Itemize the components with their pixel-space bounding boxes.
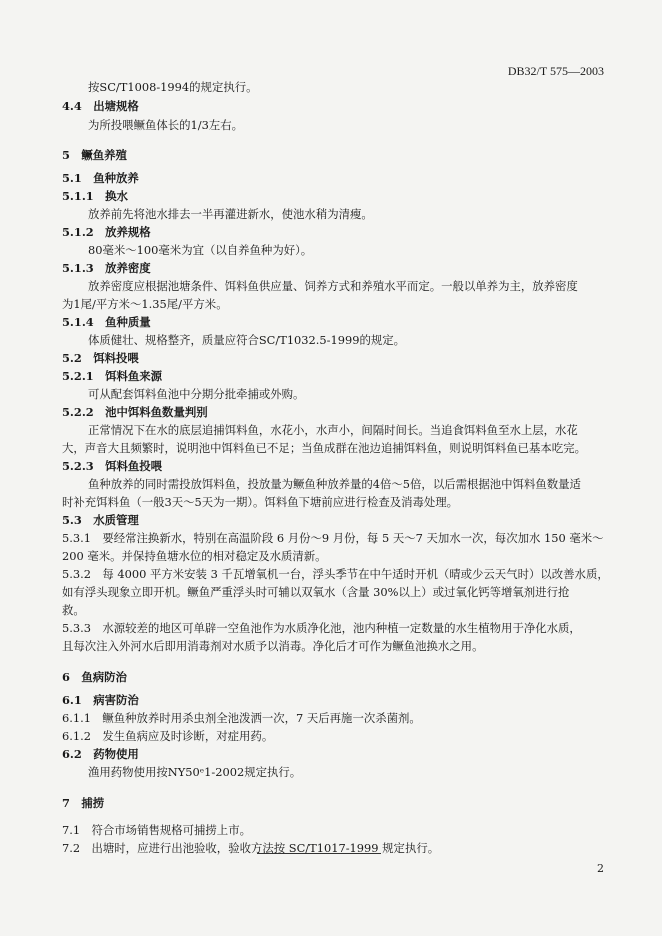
heading-5-2-2: 5.2.2 池中饵料鱼数量判别 — [62, 405, 208, 419]
heading-5-2-3: 5.2.3 饵料鱼投喂 — [62, 459, 163, 473]
text-line: 6.1.2 发生鱼病应及时诊断，对症用药。 — [62, 729, 274, 743]
text-line: 放养前先将池水排去一半再灌进新水，使池水稍为清瘦。 — [88, 207, 373, 221]
heading-7: 7 捕捞 — [62, 796, 105, 810]
heading-5: 5 鳜鱼养殖 — [62, 148, 127, 162]
page-number: 2 — [597, 862, 604, 875]
heading-6-2: 6.2 药物使用 — [62, 747, 139, 761]
text-line: 7.1 符合市场销售规格可捕捞上市。 — [62, 823, 251, 837]
heading-5-2: 5.2 饵料投喂 — [62, 351, 139, 365]
text-line: 5.3.3 水源较差的地区可单辟一空鱼池作为水质净化池，池内种植一定数量的水生植物用于净化水质， — [62, 621, 581, 635]
text-line: 救。 — [62, 603, 85, 617]
text-line: 5.3.1 要经常注换新水，特别在高温阶段 6 月份～9 月份，每 5 天～7 天加水一次，每次加水 150 毫米～ — [62, 531, 604, 545]
text-line: 80毫米～100毫米为宜（以自养鱼种为好）。 — [88, 243, 313, 257]
text-line: 按SC/T1008-1994的规定执行。 — [88, 80, 258, 94]
standard-code: DB32/T 575—2003 — [507, 64, 604, 78]
heading-6: 6 鱼病防治 — [62, 670, 127, 684]
text-line: 6.1.1 鳜鱼种放养时用杀虫剂全池泼洒一次，7 天后再施一次杀菌剂。 — [62, 711, 421, 725]
text-line: 且每次注入外河水后即用消毒剂对水质予以消毒。净化后才可作为鳜鱼池换水之用。 — [62, 639, 484, 653]
heading-5-1-2: 5.1.2 放养规格 — [62, 225, 151, 239]
text-line: 体质健壮、规格整齐，质量应符合SC/T1032.5-1999的规定。 — [88, 333, 406, 347]
text-line: 200 毫米。并保持鱼塘水位的相对稳定及水质清新。 — [62, 549, 327, 563]
text-line: 鱼种放养的同时需投放饵料鱼，投放量为鳜鱼种放养量的4倍～5倍，以后需根据池中饵料鱼数量适 — [88, 477, 581, 491]
heading-5-1-4: 5.1.4 鱼种质量 — [62, 315, 151, 329]
end-rule — [257, 853, 381, 854]
text-line: 大，声音大且频繁时，说明池中饵料鱼已不足；当鱼成群在池边追捕饵料鱼，则说明饵料鱼已基本吃完。 — [62, 441, 586, 455]
heading-5-1-3: 5.1.3 放养密度 — [62, 261, 151, 275]
heading-5-2-1: 5.2.1 饵料鱼来源 — [62, 369, 163, 383]
text-line: 5.3.2 每 4000 平方米安装 3 千瓦增氧机一台，浮头季节在中午适时开机（晴或少云天气时）以改善水质， — [62, 567, 609, 581]
text-line: 正常情况下在水的底层追捕饵料鱼，水花小，水声小，间隔时间长。当追食饵料鱼至水上层，水花 — [88, 423, 578, 437]
text-line: 7.2 出塘时，应进行出池验收，验收方法按 SC/T1017-1999 规定执行。 — [62, 841, 440, 855]
heading-5-1: 5.1 鱼种放养 — [62, 171, 139, 185]
text-line: 时补充饵料鱼（一般3天～5天为一期）。饵料鱼下塘前应进行检查及消毒处理。 — [62, 495, 459, 509]
text-line: 为1尾/平方米～1.35尾/平方米。 — [62, 297, 228, 311]
heading-5-3: 5.3 水质管理 — [62, 513, 139, 527]
text-line: 放养密度应根据池塘条件、饵料鱼供应量、饲养方式和养殖水平而定。一般以单养为主，放养密度 — [88, 279, 578, 293]
text-line: 渔用药物使用按NY50ᵉ1-2002规定执行。 — [88, 765, 302, 779]
text-line: 如有浮头现象立即开机。鳜鱼严重浮头时可辅以双氧水（含量 30%以上）或过氧化钙等增氧剂进行抢 — [62, 585, 570, 599]
text-line: 可从配套饵料鱼池中分期分批牵捕或外购。 — [88, 387, 305, 401]
heading-6-1: 6.1 病害防治 — [62, 693, 139, 707]
heading-4-4: 4.4 出塘规格 — [62, 99, 139, 113]
text-line: 为所投喂鳜鱼体长的1/3左右。 — [88, 118, 244, 132]
heading-5-1-1: 5.1.1 换水 — [62, 189, 128, 203]
